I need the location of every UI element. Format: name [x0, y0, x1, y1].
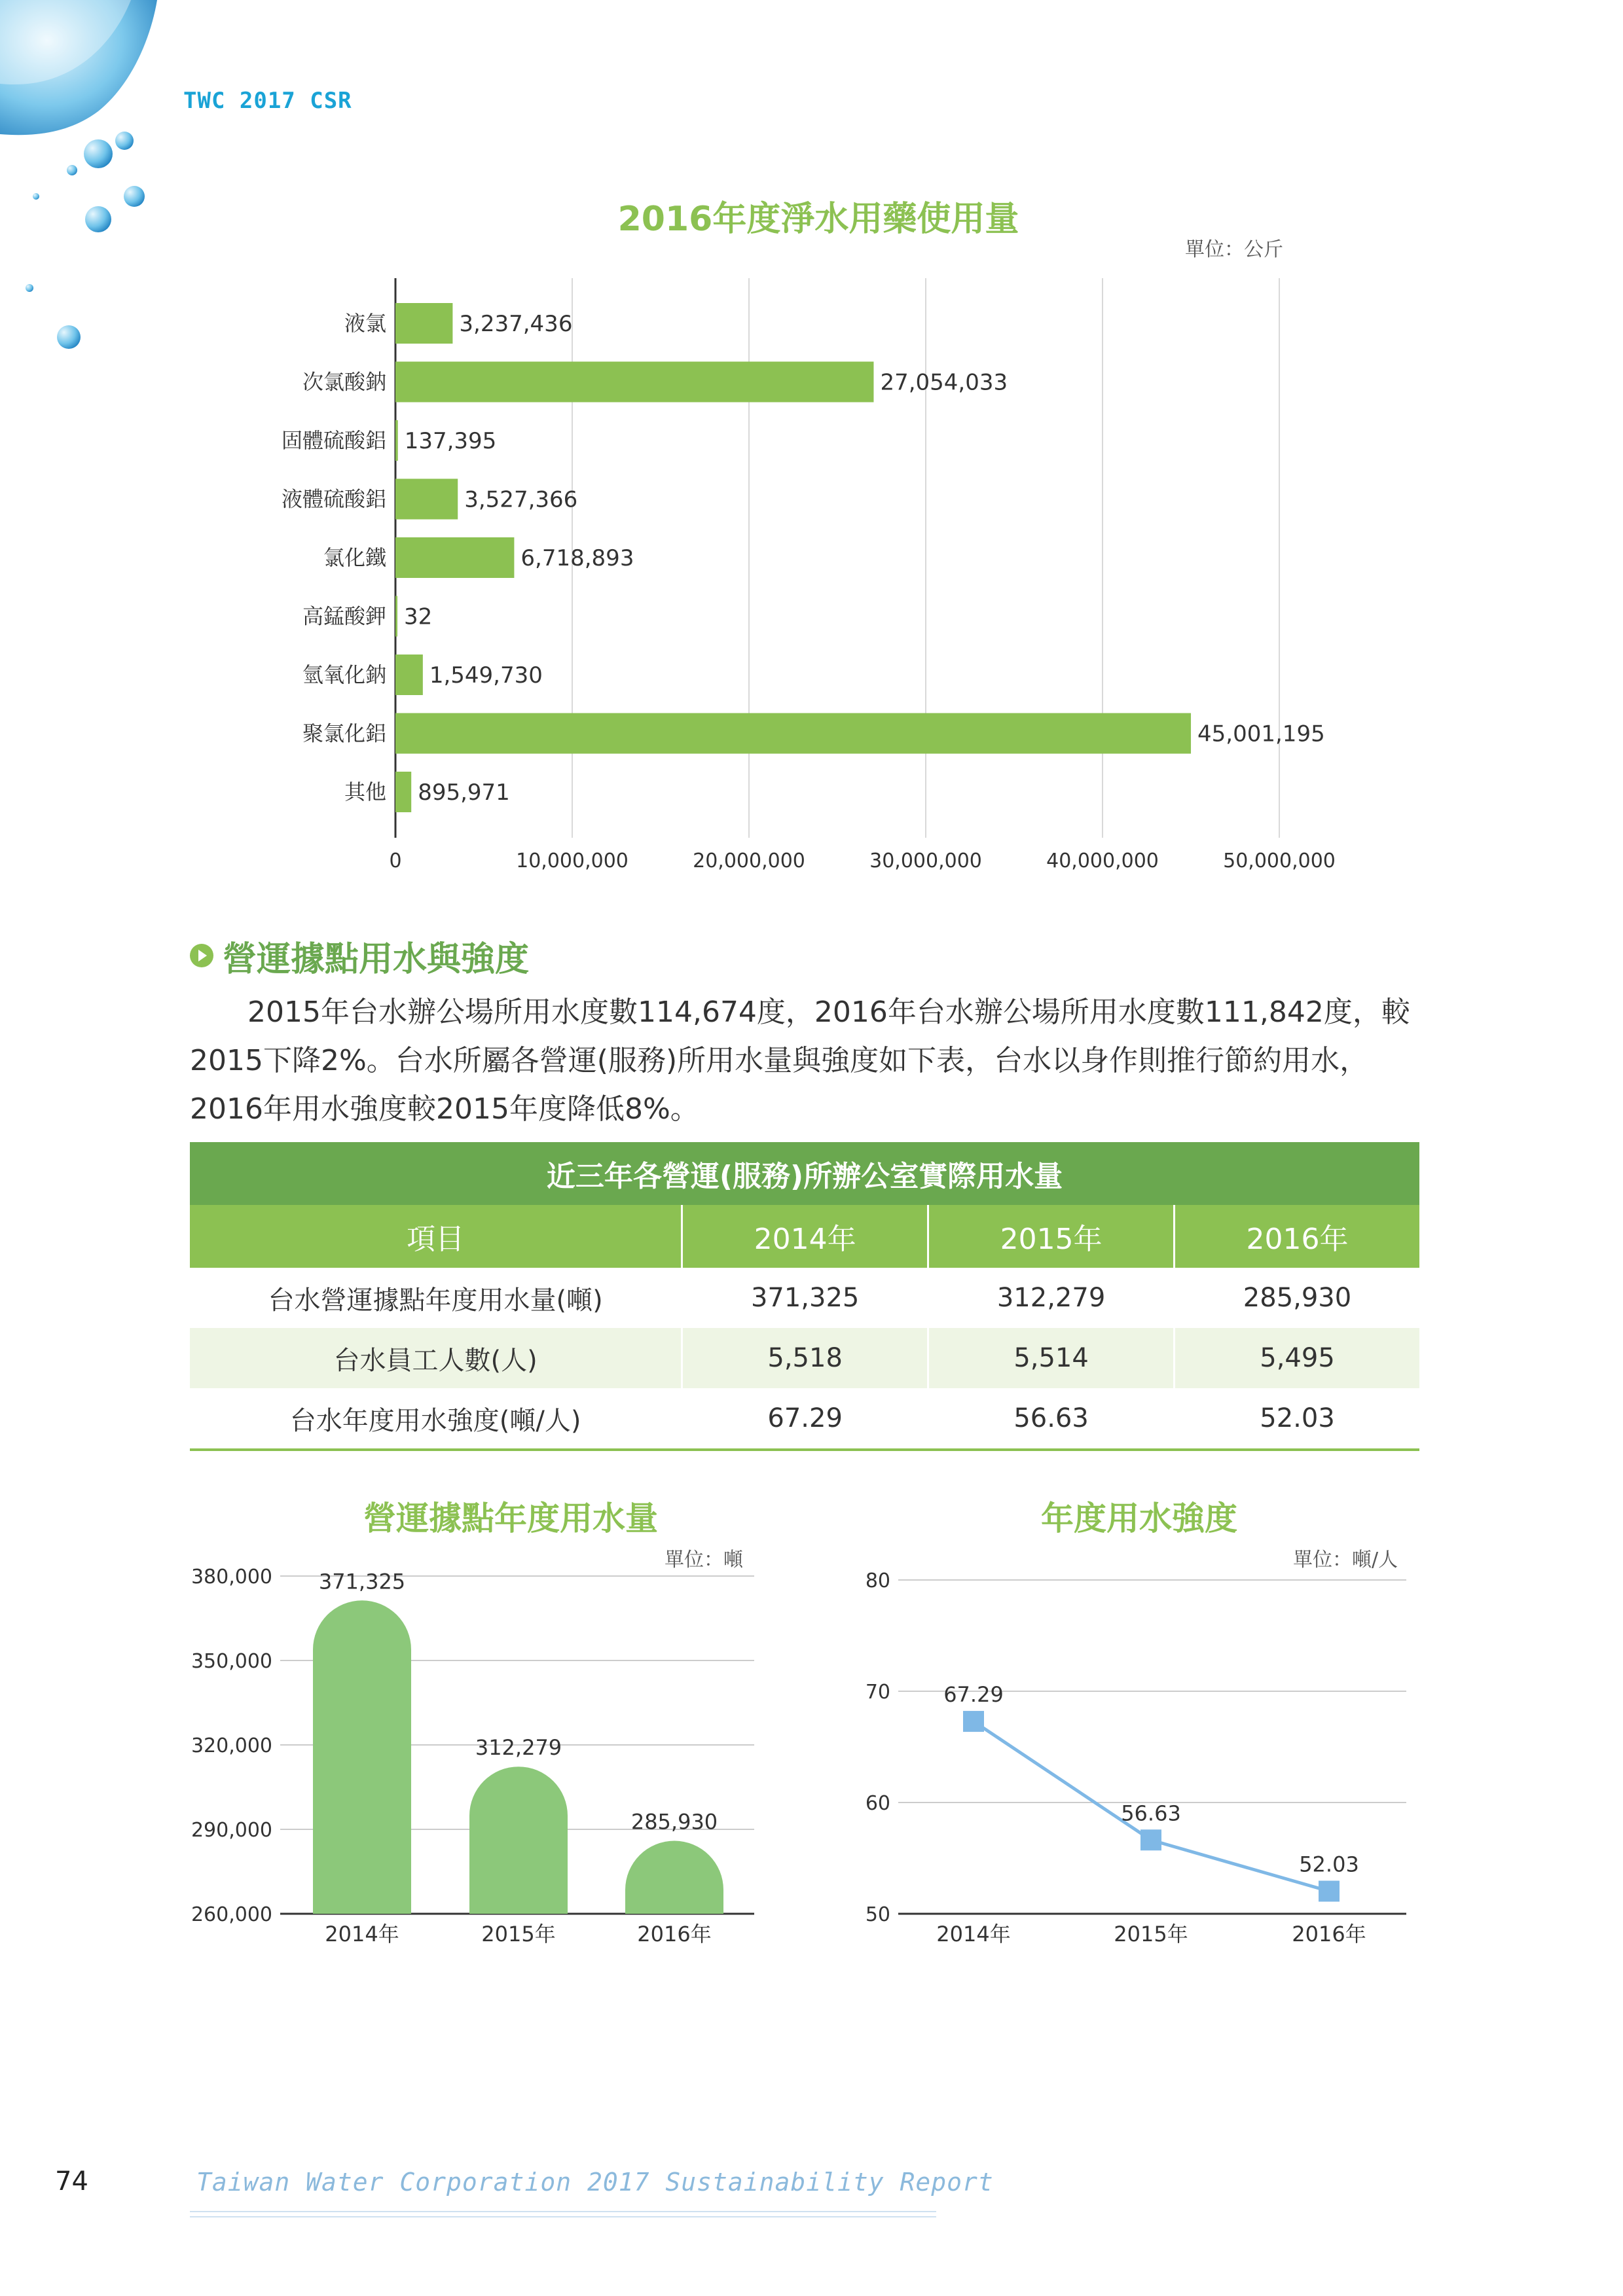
chemical-chart-unit: 單位：公斤	[1185, 238, 1283, 261]
table-cell: 312,279	[928, 1268, 1175, 1328]
x-tick-label: 40,000,000	[1046, 850, 1159, 872]
y-tick-label: 380,000	[191, 1566, 272, 1588]
category-label: 氯化鐵	[323, 545, 386, 570]
data-label: 32	[404, 603, 433, 630]
table-cell: 台水員工人數(人)	[190, 1328, 682, 1388]
table-cell: 5,495	[1175, 1328, 1419, 1388]
table-cell: 台水營運據點年度用水量(噸)	[268, 1285, 603, 1316]
data-label: 67.29	[943, 1682, 1004, 1708]
data-label: 27,054,033	[880, 369, 1008, 396]
table-cell: 67.29	[682, 1388, 928, 1450]
intensity-chart-title: 年度用水強度	[1041, 1499, 1237, 1537]
category-label: 液體硫酸鋁	[281, 486, 386, 512]
x-tick-label: 30,000,000	[869, 850, 982, 872]
x-tick-label: 2015年	[1114, 1922, 1188, 1946]
report-header-label: TWC 2017 CSR	[183, 88, 352, 114]
table-cell: 56.63	[928, 1388, 1175, 1450]
page-number: 74	[55, 2166, 88, 2197]
y-tick-label: 320,000	[191, 1734, 272, 1757]
category-label: 固體硫酸鋁	[281, 428, 386, 453]
data-point-marker	[963, 1711, 984, 1732]
table-cell: 5,518	[682, 1328, 928, 1388]
x-tick-label: 10,000,000	[516, 850, 629, 872]
data-label: 56.63	[1121, 1801, 1181, 1826]
category-label: 其他	[344, 780, 386, 804]
data-label: 895,971	[418, 780, 510, 806]
table-header-2015: 2015年	[928, 1205, 1175, 1268]
data-label: 3,527,366	[464, 486, 578, 513]
intensity-chart-unit: 單位：噸/人	[1293, 1549, 1398, 1571]
y-tick-label: 290,000	[191, 1819, 272, 1842]
table-cell: 52.03	[1175, 1388, 1419, 1450]
y-tick-label: 60	[865, 1792, 890, 1815]
table-cell: 285,930	[1175, 1268, 1419, 1328]
footer-divider	[190, 2211, 936, 2217]
x-tick-label: 2015年	[481, 1922, 556, 1946]
table-cell: 5,514	[928, 1328, 1175, 1388]
y-tick-label: 50	[865, 1903, 890, 1926]
data-point-marker	[1319, 1880, 1340, 1901]
chemical-chart-title: 2016年度淨水用藥使用量	[617, 200, 1019, 239]
category-label: 次氯酸鈉	[302, 369, 386, 395]
data-label: 52.03	[1299, 1852, 1359, 1877]
usage-chart-unit: 單位：噸	[665, 1549, 743, 1571]
category-label: 聚氯化鋁	[302, 721, 386, 746]
x-tick-label: 2016年	[637, 1922, 712, 1946]
category-label: 液氯	[344, 311, 386, 336]
table-header-2014: 2014年	[682, 1205, 928, 1268]
section-title: 營運據點用水與強度	[223, 939, 530, 979]
data-label: 3,237,436	[459, 311, 573, 337]
data-label: 285,930	[630, 1809, 718, 1835]
data-label: 1,549,730	[429, 662, 543, 689]
footer-report-title: Taiwan Water Corporation 2017 Sustainability Report	[196, 2168, 994, 2197]
table-cell: 371,325	[682, 1268, 928, 1328]
data-label: 371,325	[318, 1569, 406, 1594]
table-title: 近三年各營運(服務)所辦公室實際用水量	[190, 1142, 1419, 1205]
data-label: 6,718,893	[520, 545, 634, 571]
table-cell: 台水年度用水強度(噸/人)	[190, 1388, 682, 1450]
y-tick-label: 260,000	[191, 1903, 272, 1926]
x-tick-label: 2014年	[325, 1922, 399, 1946]
table-header-2016: 2016年	[1175, 1205, 1419, 1268]
data-label: 45,001,195	[1197, 721, 1325, 747]
y-tick-label: 80	[865, 1570, 890, 1592]
category-label: 氫氧化鈉	[302, 662, 386, 687]
table-header-item: 項目	[190, 1205, 682, 1268]
data-label: 137,395	[404, 428, 497, 454]
category-label: 高錳酸鉀	[302, 603, 386, 629]
y-tick-label: 70	[865, 1681, 890, 1704]
x-tick-label: 2016年	[1292, 1922, 1366, 1946]
data-label: 312,279	[475, 1735, 562, 1761]
x-tick-label: 20,000,000	[693, 850, 805, 872]
x-tick-label: 0	[389, 850, 402, 872]
x-tick-label: 50,000,000	[1223, 850, 1336, 872]
y-tick-label: 350,000	[191, 1650, 272, 1673]
data-point-marker	[1140, 1829, 1161, 1850]
body-paragraph: 2015年台水辦公場所用水度數114,674度，2016年台水辦公場所用水度數111,842度，較2015下降2%。台水所屬各營運(服務)所用水量與強度如下表，台水以身作則推行節約用水，2016年用水強度較2015年度降低8%。	[190, 996, 1410, 1126]
x-tick-label: 2014年	[936, 1922, 1011, 1946]
usage-chart-title: 營運據點年度用水量	[363, 1499, 658, 1537]
